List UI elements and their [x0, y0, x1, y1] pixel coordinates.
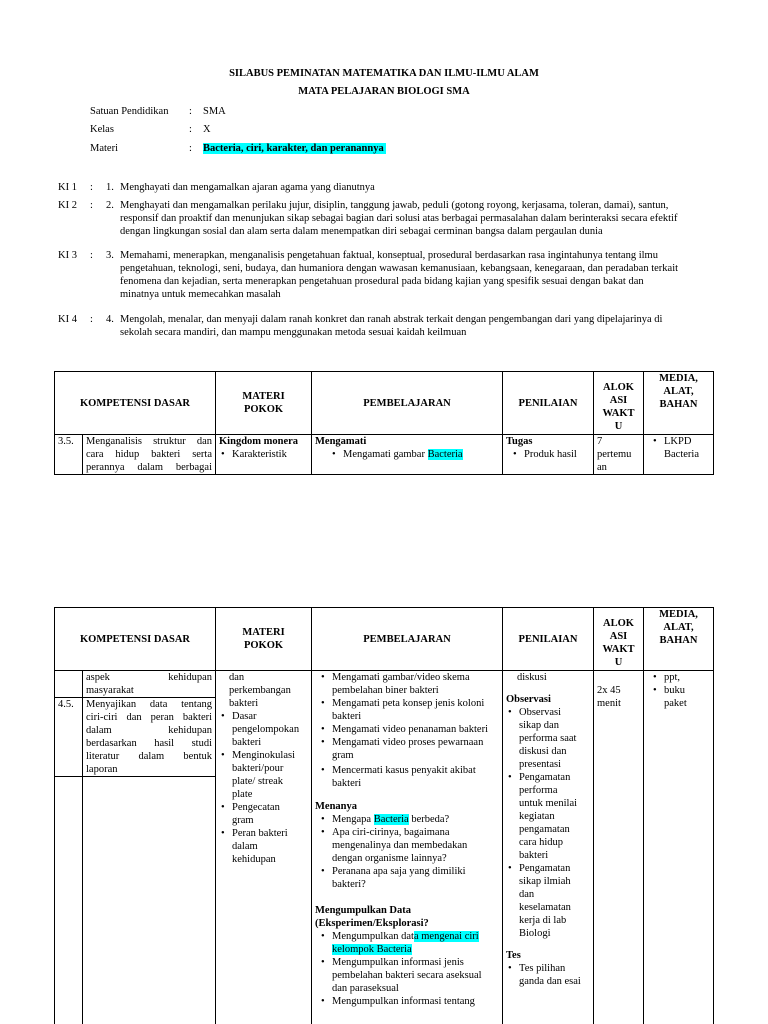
item-line: performa	[519, 785, 558, 796]
kd-line: masyarakat	[86, 685, 134, 696]
item-text: berbeda?	[408, 814, 450, 825]
ki-colon: :	[90, 250, 93, 261]
meta-label-materi: Materi	[90, 143, 118, 154]
header-line: MEDIA,	[659, 373, 698, 384]
pembelajaran-item	[343, 448, 499, 461]
penilaian-cell	[503, 435, 594, 475]
mengumpulkan-item	[332, 995, 499, 1008]
item-text: Mengapa	[332, 814, 374, 825]
ki-text	[120, 313, 710, 339]
item-line: pembelahan bakteri secara aseksual	[332, 970, 482, 981]
ki-text	[120, 199, 710, 238]
header-materi-pokok	[216, 608, 312, 671]
item-line: presentasi	[519, 759, 562, 770]
header-pembelajaran: PEMBELAJARAN	[312, 372, 503, 435]
pembelajaran-cell	[312, 671, 503, 1024]
materi-line: kehidupan	[232, 854, 276, 865]
item-line: • Mengumpulkan informasi tentang	[332, 996, 475, 1007]
ki-line: fenomena dan kejadian, serta menerapkan pengetahuan prosedural pada bidang kajian yang spesifik sesuai dengan bakat dan	[120, 276, 644, 287]
item-line: mengenalinya dan membedakan	[332, 840, 468, 851]
pembelajaran-title: Mengamati	[315, 436, 367, 447]
header-pembelajaran: PEMBELAJARAN	[312, 608, 503, 671]
kd-line: aspek kehidupan	[86, 672, 213, 683]
item-line: pembelahan biner bakteri	[332, 685, 439, 696]
menanya-item	[332, 826, 499, 865]
media-cell	[644, 671, 714, 1024]
item-line: kerja di lab	[519, 915, 567, 926]
mengumpulkan-item	[332, 956, 499, 995]
kd-text	[83, 777, 216, 1024]
ki-line: Menghayati dan mengamalkan perilaku jujur, disiplin, tanggung jawab, peduli (gotong royong, kerjasama, toleran, damai), santun,	[120, 200, 669, 211]
ki-number: 3.	[106, 250, 114, 261]
header-line: U	[614, 421, 623, 432]
header-line: WAKT	[602, 408, 635, 419]
meta-colon: :	[189, 143, 192, 154]
materi-item	[232, 801, 308, 827]
ki-text	[120, 249, 710, 301]
header-line: ALOK	[603, 382, 634, 393]
materi-cell	[216, 671, 312, 1024]
materi-line: plate	[232, 789, 253, 800]
kd-line: berdasarkan hasil studi	[86, 738, 213, 749]
header-media	[644, 372, 714, 435]
silabus-table-1	[54, 371, 714, 475]
table-row	[55, 671, 714, 698]
item-line: Biologi	[519, 928, 551, 939]
kd-number	[55, 671, 83, 698]
pembelajaran-cell	[312, 435, 503, 475]
media-item: • buku paket	[664, 684, 710, 710]
ki-colon: :	[90, 200, 93, 211]
item-line: keselamatan	[519, 902, 571, 913]
ki-label: KI 1	[58, 182, 77, 193]
highlight-text: Bacteria	[427, 449, 463, 460]
item-line: pengamatan	[519, 824, 570, 835]
menanya-title: Menanya	[315, 801, 358, 812]
kd-line: Menganalisis struktur dan	[86, 436, 213, 447]
silabus-table-2	[54, 607, 714, 1024]
header-media	[644, 608, 714, 671]
item-line: • Mengamati peta konsep jenis koloni	[332, 698, 485, 709]
header-line: MATERI	[242, 627, 285, 638]
ki-colon: :	[90, 182, 93, 193]
materi-line: bakteri/pour	[232, 763, 284, 774]
media-line: • LKPD	[664, 436, 692, 447]
item-line: • Peranana apa saja yang dimiliki	[332, 866, 466, 877]
materi-line: dalam	[232, 841, 258, 852]
kd-text	[83, 671, 216, 698]
kd-number: 4.5.	[55, 698, 83, 777]
ki-line: responsif dan proaktif dan menunjukan sikap sebagai bagian dari solusi atas berbagai permasalahan dalam berinteraksi secara efektif	[120, 213, 678, 224]
item-line: • Apa ciri-cirinya, bagaimana	[332, 827, 450, 838]
header-alokasi-waktu	[594, 608, 644, 671]
highlight-text: kelompok Bacteria	[332, 944, 412, 955]
ki-colon: :	[90, 314, 93, 325]
table-header-row	[55, 608, 714, 671]
mengamati-item	[332, 736, 499, 762]
penilaian-item: • Produk hasil	[524, 448, 590, 461]
materi-item	[232, 749, 308, 801]
materi-line: bakteri	[229, 698, 259, 709]
item-line: • Mengamati video proses pewarnaan	[332, 737, 484, 748]
materi-line: • Peran bakteri	[232, 828, 288, 839]
item-text: Mengamati gambar	[343, 449, 428, 460]
alokasi-cell	[594, 435, 644, 475]
alokasi-line: menit	[597, 698, 621, 709]
document-subtitle: MATA PELAJARAN BIOLOGI SMA	[298, 86, 470, 97]
header-penilaian: PENILAIAN	[503, 372, 594, 435]
materi-line: gram	[232, 815, 254, 826]
item-line: • Mengamati gambar/video skema	[332, 672, 470, 683]
ki-line: Menghayati dan mengamalkan ajaran agama yang dianutnya	[120, 182, 375, 193]
materi-title: Kingdom monera	[219, 436, 299, 447]
document-title: SILABUS PEMINATAN MATEMATIKA DAN ILMU-ILMU ALAM	[229, 68, 539, 79]
highlight-text: a mengenai ciri	[413, 931, 479, 942]
item-line: performa saat	[519, 733, 577, 744]
kd-line: perannya dalam berbagai	[86, 462, 213, 473]
header-kompetensi-dasar: KOMPETENSI DASAR	[55, 372, 216, 435]
mengumpulkan-item	[332, 930, 499, 956]
mengamati-item	[332, 697, 499, 723]
title-line: (Eksperimen/Eksplorasi?	[315, 918, 429, 929]
item-line: untuk menilai	[519, 798, 578, 809]
alokasi-line: 7	[597, 436, 603, 447]
penilaian-cell	[503, 671, 594, 1024]
media-item: • ppt,	[664, 671, 710, 684]
meta-colon: :	[189, 106, 192, 117]
ki-line: pengetahuan, teknologi, seni, budaya, dan humaniora dengan wawasan kemanusiaan, kebangsaan, kenegaraan, dan peradaban terkait	[120, 263, 679, 274]
kd-line: Menyajikan data tentang	[86, 699, 213, 710]
materi-line: plate/ streak	[232, 776, 284, 787]
item-line: • Mencermati kasus penyakit akibat	[332, 765, 476, 776]
ki-line: sekolah secara mandiri, dan mampu menggunakan metoda sesuai kaidah keilmuan	[120, 327, 467, 338]
materi-line: • Dasar	[232, 711, 257, 722]
item-line: bakteri?	[332, 879, 366, 890]
header-line: BAHAN	[659, 635, 698, 646]
ki-number: 4.	[106, 314, 114, 325]
penilaian-title: Tugas	[506, 436, 533, 447]
kd-line: laporan	[86, 764, 118, 775]
header-line: ASI	[609, 631, 628, 642]
item-line: bakteri	[332, 778, 362, 789]
kd-line: ciri-ciri dan peran bakteri	[86, 712, 213, 723]
kd-line: literatur dalam bentuk	[86, 751, 213, 762]
item-line: dengan organisme lainnya?	[332, 853, 447, 864]
mengamati-item	[332, 671, 499, 697]
highlight-text: Bacteria	[373, 814, 409, 825]
meta-colon: :	[189, 124, 192, 135]
item-line: ganda dan esai	[519, 976, 581, 987]
item-line: • Pengamatan	[519, 863, 571, 874]
item-line: • Observasi	[519, 707, 562, 718]
item-line: gram	[332, 750, 354, 761]
materi-line: bakteri	[232, 737, 262, 748]
kd-line: cara hidup bakteri serta	[86, 449, 213, 460]
meta-value-satuan: SMA	[203, 106, 226, 117]
table-header-row	[55, 372, 714, 435]
penilaian-line: diskusi	[517, 672, 547, 683]
alokasi-line: pertemu	[597, 449, 632, 460]
materi-line: perkembangan	[229, 685, 291, 696]
ki-line: Memahami, menerapkan, menganalisis pengetahuan faktual, konseptual, prosedural berdasarkan rasa ingintahunya tentang ilmu	[120, 250, 658, 261]
meta-label-kelas: Kelas	[90, 124, 114, 135]
meta-value-materi: Bacteria, ciri, karakter, dan peranannya	[203, 143, 384, 154]
item-line: • Tes pilihan	[519, 963, 566, 974]
title-line: Mengumpulkan Data	[315, 905, 411, 916]
tes-title: Tes	[506, 950, 521, 961]
header-line: ALAT,	[663, 386, 694, 397]
header-line: WAKT	[602, 644, 635, 655]
header-line: U	[614, 657, 623, 668]
header-line: POKOK	[243, 404, 284, 415]
item-line: bakteri	[519, 850, 549, 861]
materi-cell	[216, 435, 312, 475]
media-line: Bacteria	[664, 449, 699, 460]
ki-text	[120, 181, 710, 194]
table-row	[55, 435, 714, 475]
mengamati-item	[332, 723, 499, 736]
kd-number	[55, 777, 83, 1024]
observasi-item	[519, 862, 590, 940]
item-line: • Mengumpulkan informasi jenis	[332, 957, 464, 968]
ki-number: 1.	[106, 182, 114, 193]
materi-item	[232, 710, 308, 749]
item-line: sikap ilmiah	[519, 876, 571, 887]
header-penilaian: PENILAIAN	[503, 608, 594, 671]
header-alokasi-waktu	[594, 372, 644, 435]
header-line: BAHAN	[659, 399, 698, 410]
menanya-item	[332, 865, 499, 891]
item-text: Mengumpulkan dat	[332, 931, 414, 942]
meta-label-satuan: Satuan Pendidikan	[90, 106, 169, 117]
item-line: dan	[519, 889, 535, 900]
kd-text	[83, 698, 216, 777]
media-item	[664, 435, 710, 461]
header-line: ASI	[609, 395, 628, 406]
item-line: cara hidup	[519, 837, 564, 848]
observasi-item	[519, 771, 590, 862]
mengumpulkan-title	[315, 904, 499, 930]
materi-line: pengelompokan	[232, 724, 300, 735]
observasi-title: Observasi	[506, 694, 551, 705]
header-line: POKOK	[243, 640, 284, 651]
header-line: MATERI	[242, 391, 285, 402]
alokasi-line: 2x 45	[597, 685, 621, 696]
materi-item	[232, 827, 308, 866]
kd-number: 3.5.	[55, 435, 83, 475]
mengamati-item	[332, 764, 499, 790]
item-line: bakteri	[332, 711, 362, 722]
ki-number: 2.	[106, 200, 114, 211]
item-line: • Mengamati video penanaman bakteri	[332, 724, 488, 735]
header-line: ALOK	[603, 618, 634, 629]
header-kompetensi-dasar: KOMPETENSI DASAR	[55, 608, 216, 671]
ki-line: dengan lingkungan sosial dan alam serta dalam menempatkan diri sebagai cerminan bangsa dalam pergaulan dunia	[120, 226, 603, 237]
observasi-item	[519, 706, 590, 771]
materi-line: • Pengecatan	[232, 802, 280, 813]
media-cell	[644, 435, 714, 475]
ki-label: KI 4	[58, 314, 77, 325]
ki-line: Mengolah, menalar, dan menyaji dalam ranah konkret dan ranah abstrak terkait dengan pengembangan dari yang dipelajarinya di	[120, 314, 663, 325]
ki-label: KI 3	[58, 250, 77, 261]
item-line: kegiatan	[519, 811, 555, 822]
ki-line: minatnya untuk memecahkan masalah	[120, 289, 281, 300]
menanya-item	[332, 813, 499, 826]
header-line: ALAT,	[663, 622, 694, 633]
alokasi-line: an	[597, 462, 607, 473]
kd-text	[83, 435, 216, 475]
tes-item	[519, 962, 590, 988]
ki-label: KI 2	[58, 200, 77, 211]
materi-line: • Menginokulasi	[232, 750, 296, 761]
item-line: diskusi dan	[519, 746, 567, 757]
item-line: dan paraseksual	[332, 983, 399, 994]
item-line: sikap dan	[519, 720, 559, 731]
materi-item: • Karakteristik	[232, 448, 308, 461]
meta-value-kelas: X	[203, 124, 211, 135]
kd-line: dalam kehidupan	[86, 725, 213, 736]
item-line: • Pengamatan	[519, 772, 571, 783]
alokasi-cell	[594, 671, 644, 1024]
header-materi-pokok	[216, 372, 312, 435]
header-line: MEDIA,	[659, 609, 698, 620]
materi-line: dan	[229, 672, 245, 683]
table-2-viewport	[54, 607, 715, 1024]
